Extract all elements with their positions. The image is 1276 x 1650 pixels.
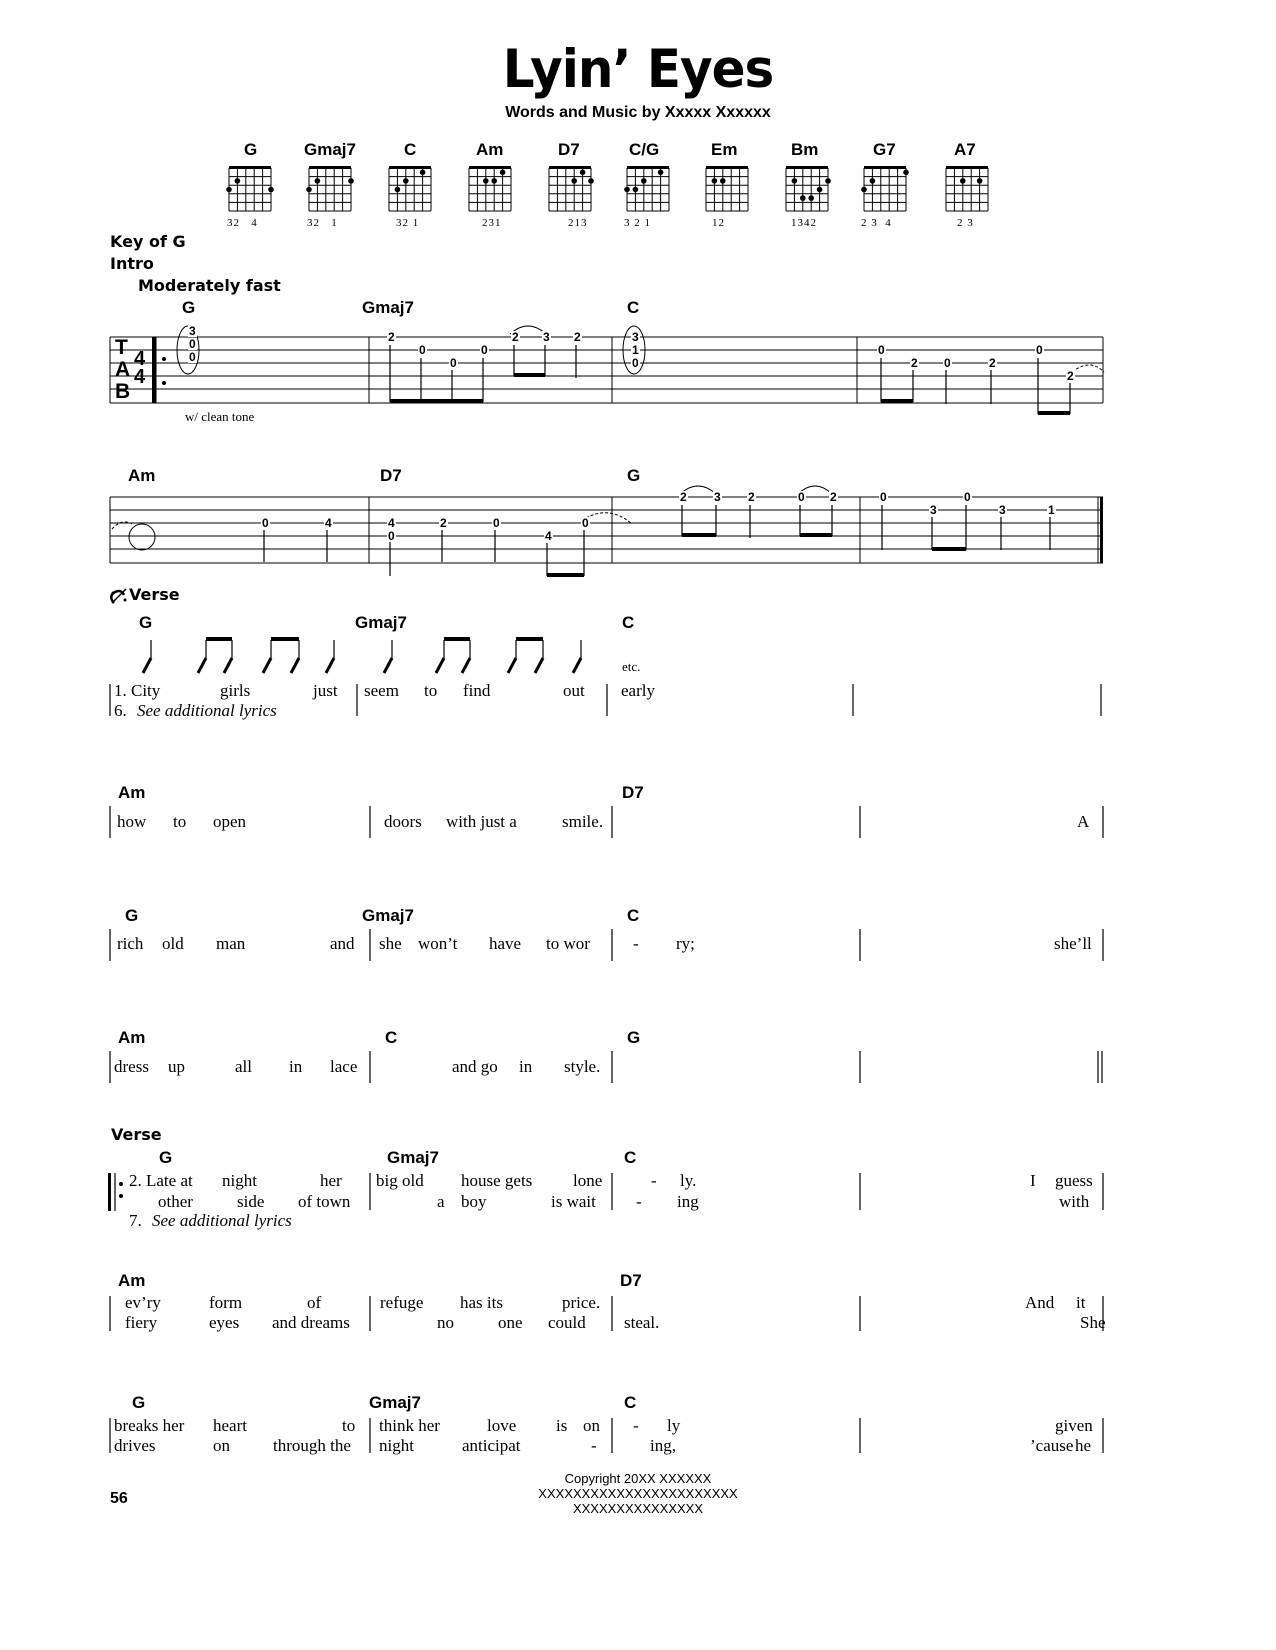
lyric: 2. Late at (129, 1171, 193, 1190)
lyric: ly. (680, 1171, 697, 1190)
rhythm-slash (535, 658, 543, 673)
chord-fingering: 12 (712, 217, 725, 229)
lyric: style. (564, 1057, 601, 1076)
lyric: 1. City (114, 681, 161, 700)
chord-diagram-name: A7 (954, 140, 976, 159)
lyric: ing, (650, 1436, 676, 1455)
tab-fret-number: 2 (911, 356, 918, 370)
chord-symbol: D7 (622, 783, 644, 802)
lyric: in (519, 1057, 533, 1076)
tab-fret-number: 0 (419, 343, 426, 357)
beam (271, 637, 299, 641)
tone-direction: w/ clean tone (185, 409, 255, 424)
lyric: given (1055, 1416, 1093, 1435)
chord-grid-dot (348, 178, 354, 184)
lyric: ly (667, 1416, 681, 1435)
lyric: to wor (546, 934, 590, 953)
chord-grid-nut (309, 166, 351, 169)
lyric: A (1077, 812, 1090, 831)
tab-fret-number: 2 (680, 490, 687, 504)
chord-fingering: 32 1 (396, 217, 420, 229)
tab-fret-number: 0 (798, 490, 805, 504)
chord-symbol: C (627, 906, 640, 925)
section-label-verse-2: Verse (111, 1125, 162, 1144)
chord-diagram-name: C (404, 140, 417, 159)
tab-clef: T A B (115, 336, 131, 403)
lyric: with just a (446, 812, 517, 831)
chord-fingering: 3 2 1 (624, 217, 651, 229)
chord-grid-dot (800, 195, 806, 201)
section-label-intro: Intro (110, 254, 154, 273)
chord-symbol: G (182, 298, 196, 317)
lyric: doors (384, 812, 422, 831)
chord-grid-dot (420, 170, 426, 176)
lyric: through the (273, 1436, 351, 1455)
lyric: it (1076, 1293, 1086, 1312)
chord-grid-dot (315, 178, 321, 184)
tab-fret-number: 0 (944, 356, 951, 370)
beam (444, 637, 470, 641)
chord-diagram-name: Am (476, 140, 504, 159)
lyric: open (213, 812, 247, 831)
chord-symbol: Am (118, 1271, 146, 1290)
chord-symbol: G (159, 1148, 173, 1167)
lyric: to (173, 812, 187, 831)
chord-symbol: Am (118, 1028, 146, 1047)
tab-fret-number: 3 (543, 330, 550, 344)
tab-fret-number: 3 (930, 503, 937, 517)
lyric: big old (376, 1171, 424, 1190)
lyric: girls (220, 681, 251, 700)
lyric: rich (117, 934, 144, 953)
lyric: price. (562, 1293, 601, 1312)
lyric: and dreams (272, 1313, 350, 1332)
lyric: all (235, 1057, 252, 1076)
lyric: - (633, 1416, 639, 1435)
lyric: with (1059, 1192, 1090, 1211)
lyric: ry; (676, 934, 695, 953)
section-label-verse: Verse (129, 585, 180, 604)
lyric: on (583, 1416, 600, 1435)
chord-symbol: Gmaj7 (362, 298, 414, 317)
lyric: - (636, 1192, 642, 1211)
lyric: of town (298, 1192, 351, 1211)
chord-grid-dot (580, 170, 586, 176)
chord-symbol: Am (118, 783, 146, 802)
chord-grid-dot (658, 170, 664, 176)
tab-fret-number: 3 (714, 490, 721, 504)
chord-grid-dot (483, 178, 489, 184)
key-label: Key of G (110, 232, 186, 251)
chord-symbol: Gmaj7 (387, 1148, 439, 1167)
chord-symbol: G (627, 1028, 641, 1047)
song-title: Lyin’ Eyes (502, 38, 774, 100)
lyric: early (621, 681, 655, 700)
chord-fingering: 231 (482, 217, 502, 229)
tab-fret-number: 3 (189, 324, 196, 338)
chord-symbol: D7 (380, 466, 402, 485)
tab-fret-number: 0 (632, 356, 639, 370)
lyric: he (1075, 1436, 1092, 1455)
tab-fret-number: 0 (1036, 343, 1043, 357)
lyric: of (307, 1293, 322, 1312)
lyric: house gets (461, 1171, 533, 1190)
chord-symbol: C (624, 1148, 637, 1167)
lyric: ing (677, 1192, 699, 1211)
chord-grid-nut (389, 166, 431, 169)
chord-grid-dot (960, 178, 966, 184)
lyric: - (591, 1436, 597, 1455)
segno-icon (111, 589, 126, 603)
chord-fingering: 1342 (791, 217, 817, 229)
lyric: She (1080, 1313, 1106, 1332)
lyric: she (379, 934, 402, 953)
chord-symbol: G (125, 906, 139, 925)
chord-grid-dot (500, 170, 506, 176)
lyric: ’cause (1030, 1436, 1074, 1455)
rhythm-slash (384, 658, 392, 673)
tab-fret-number: 1 (1048, 503, 1055, 517)
lyric: man (216, 934, 246, 953)
lyric: how (117, 812, 147, 831)
lyric: old (162, 934, 184, 953)
lyric: have (489, 934, 522, 953)
lyric: breaks her (114, 1416, 185, 1435)
lyric: side (237, 1192, 265, 1211)
tab-fret-number: 2 (1067, 369, 1074, 383)
chord-grid-dot (403, 178, 409, 184)
tab-fret-number: 0 (189, 337, 196, 351)
tab-fret-number: 0 (878, 343, 885, 357)
rhythm-slash (263, 658, 271, 673)
page-number: 56 (110, 1490, 128, 1507)
lyric: seem (364, 681, 399, 700)
chord-grid-dot (825, 178, 831, 184)
lyric: refuge (380, 1293, 424, 1312)
copyright-line2: XXXXXXXXXXXXXXXXXXXXXXX (538, 1486, 738, 1501)
lyric: and go (452, 1057, 498, 1076)
lyric: just (313, 681, 338, 700)
chord-grid-dot (870, 178, 876, 184)
chord-grid-dot (235, 178, 241, 184)
lyric: find (463, 681, 491, 700)
rhythm-slash (143, 658, 151, 673)
etc-marking: etc. (622, 659, 641, 674)
lyric: fiery (125, 1313, 158, 1332)
rhythm-slash (291, 658, 299, 673)
lyric: up (168, 1057, 185, 1076)
chord-grid-nut (864, 166, 906, 169)
chord-fingering: 213 (568, 217, 588, 229)
chord-grid-dot (624, 187, 630, 193)
chord-grid-dot (571, 178, 577, 184)
tab-fret-number: 0 (481, 343, 488, 357)
chord-grid-dot (861, 187, 867, 193)
tab-fret-number: 2 (830, 490, 837, 504)
lyric: won’t (418, 934, 458, 953)
lyric: - (651, 1171, 657, 1190)
chord-grid-nut (786, 166, 828, 169)
chord-grid-dot (641, 178, 647, 184)
tab-fret-number: 0 (262, 516, 269, 530)
lyric: love (487, 1416, 517, 1435)
chord-grid-nut (706, 166, 748, 169)
tab-fret-number: 0 (964, 490, 971, 504)
lyric: See additional lyrics (152, 1211, 292, 1230)
beam (206, 637, 232, 641)
chord-grid-dot (792, 178, 798, 184)
lyric: lace (330, 1057, 358, 1076)
tab-fret-number: 0 (189, 350, 196, 364)
lyric: she’ll (1054, 934, 1092, 953)
chord-grid-dot (633, 187, 639, 193)
lyric: anticipat (462, 1436, 521, 1455)
rhythm-slash (508, 658, 516, 673)
copyright: Copyright 20XX XXXXXX (564, 1471, 712, 1486)
chord-grid-nut (946, 166, 988, 169)
chord-grid-dot (720, 178, 726, 184)
lyric: And (1025, 1293, 1055, 1312)
chord-grid-dot (808, 195, 814, 201)
rhythm-slash (326, 658, 334, 673)
chord-fingering: 2 3 (957, 217, 974, 229)
tab-fret-number: 2 (440, 516, 447, 530)
lyric: to (342, 1416, 356, 1435)
chord-diagram-name: Bm (791, 140, 819, 159)
lyric: guess (1055, 1171, 1093, 1190)
tab-fret-number: 2 (989, 356, 996, 370)
lyric: night (222, 1171, 257, 1190)
lyric: boy (461, 1192, 487, 1211)
lyric: on (213, 1436, 230, 1455)
lyric: is (556, 1416, 568, 1435)
time-signature: 4 4 (134, 348, 146, 388)
tab-fret-number: 2 (388, 330, 395, 344)
chord-grid-dot (268, 187, 274, 193)
lyric: has its (460, 1293, 503, 1312)
lyric: think her (379, 1416, 440, 1435)
tab-fret-number: 4 (545, 529, 552, 543)
lyric: ev’ry (125, 1293, 161, 1312)
lyric: I (1030, 1171, 1036, 1190)
tab-fret-number: 0 (450, 356, 457, 370)
chord-grid-nut (549, 166, 591, 169)
lyric: a (437, 1192, 445, 1211)
chord-symbol: Gmaj7 (369, 1393, 421, 1412)
tab-fret-number: 3 (632, 330, 639, 344)
chord-grid-nut (229, 166, 271, 169)
tab-fret-number: 1 (632, 343, 639, 357)
chord-grid-dot (712, 178, 718, 184)
tab-fret-number: 0 (582, 516, 589, 530)
rhythm-slash (462, 658, 470, 673)
chord-symbol: Gmaj7 (362, 906, 414, 925)
lyric: 6. (114, 701, 127, 720)
chord-symbol: G (627, 466, 641, 485)
chord-grid-dot (817, 187, 823, 193)
tab-fret-number: 2 (748, 490, 755, 504)
lyric: steal. (624, 1313, 660, 1332)
tempo-marking: Moderately fast (138, 276, 281, 295)
lyric: one (498, 1313, 523, 1332)
chord-fingering: 2 3 4 (861, 217, 892, 229)
chord-diagram-name: Em (711, 140, 738, 159)
lyric: her (320, 1171, 342, 1190)
chord-diagram-name: C/G (629, 140, 660, 159)
chord-grid-dot (491, 178, 497, 184)
rhythm-slash (224, 658, 232, 673)
chord-fingering: 32 4 (227, 217, 258, 229)
tab-fret-number: 0 (880, 490, 887, 504)
chord-symbol: G (139, 613, 153, 632)
lyric: could (548, 1313, 586, 1332)
tab-fret-number: 4 (325, 516, 332, 530)
tab-fret-number: 2 (512, 330, 519, 344)
lyric: in (289, 1057, 303, 1076)
chord-symbol: D7 (620, 1271, 642, 1290)
lyric: other (158, 1192, 193, 1211)
chord-grid-dot (903, 170, 909, 176)
lyric: is wait (551, 1192, 596, 1211)
chord-grid-nut (469, 166, 511, 169)
rhythm-slash (436, 658, 444, 673)
chord-grid-dot (306, 187, 312, 193)
song-credit: Words and Music by Xxxxx Xxxxxx (505, 104, 771, 121)
chord-diagram-name: G (244, 140, 258, 159)
chord-diagram-name: G7 (873, 140, 896, 159)
chord-grid-dot (588, 178, 594, 184)
chord-grid-dot (977, 178, 983, 184)
lyric: See additional lyrics (137, 701, 277, 720)
lyric: form (209, 1293, 243, 1312)
tab-fret-number: 2 (574, 330, 581, 344)
rhythm-slash (198, 658, 206, 673)
chord-symbol: C (627, 298, 640, 317)
lyric: - (633, 934, 639, 953)
beam (516, 637, 543, 641)
chord-symbol: C (385, 1028, 398, 1047)
chord-symbol: Gmaj7 (355, 613, 407, 632)
lyric: heart (213, 1416, 247, 1435)
lyric: to (424, 681, 438, 700)
chord-grid-dot (226, 187, 232, 193)
chord-fingering: 32 1 (307, 217, 338, 229)
lyric: and (330, 934, 355, 953)
chord-diagram-name: D7 (558, 140, 580, 159)
copyright-line3: XXXXXXXXXXXXXXX (572, 1501, 704, 1516)
chord-grid-dot (395, 187, 401, 193)
chord-symbol: C (624, 1393, 637, 1412)
chord-grid-nut (627, 166, 669, 169)
lyric: drives (114, 1436, 156, 1455)
rhythm-slash (573, 658, 581, 673)
lyric: 7. (129, 1211, 142, 1230)
lyric: smile. (562, 812, 604, 831)
tab-fret-number: 0 (388, 529, 395, 543)
lyric: night (379, 1436, 414, 1455)
lyric: lone (573, 1171, 603, 1190)
chord-symbol: G (132, 1393, 146, 1412)
lyric: eyes (209, 1313, 240, 1332)
chord-symbol: C (622, 613, 635, 632)
lyric: no (437, 1313, 454, 1332)
chord-diagram-name: Gmaj7 (304, 140, 356, 159)
chord-symbol: Am (128, 466, 156, 485)
lyric: dress (114, 1057, 149, 1076)
tab-fret-number: 4 (388, 516, 395, 530)
lyric: out (563, 681, 585, 700)
tab-fret-number: 3 (999, 503, 1006, 517)
tab-fret-number: 0 (493, 516, 500, 530)
